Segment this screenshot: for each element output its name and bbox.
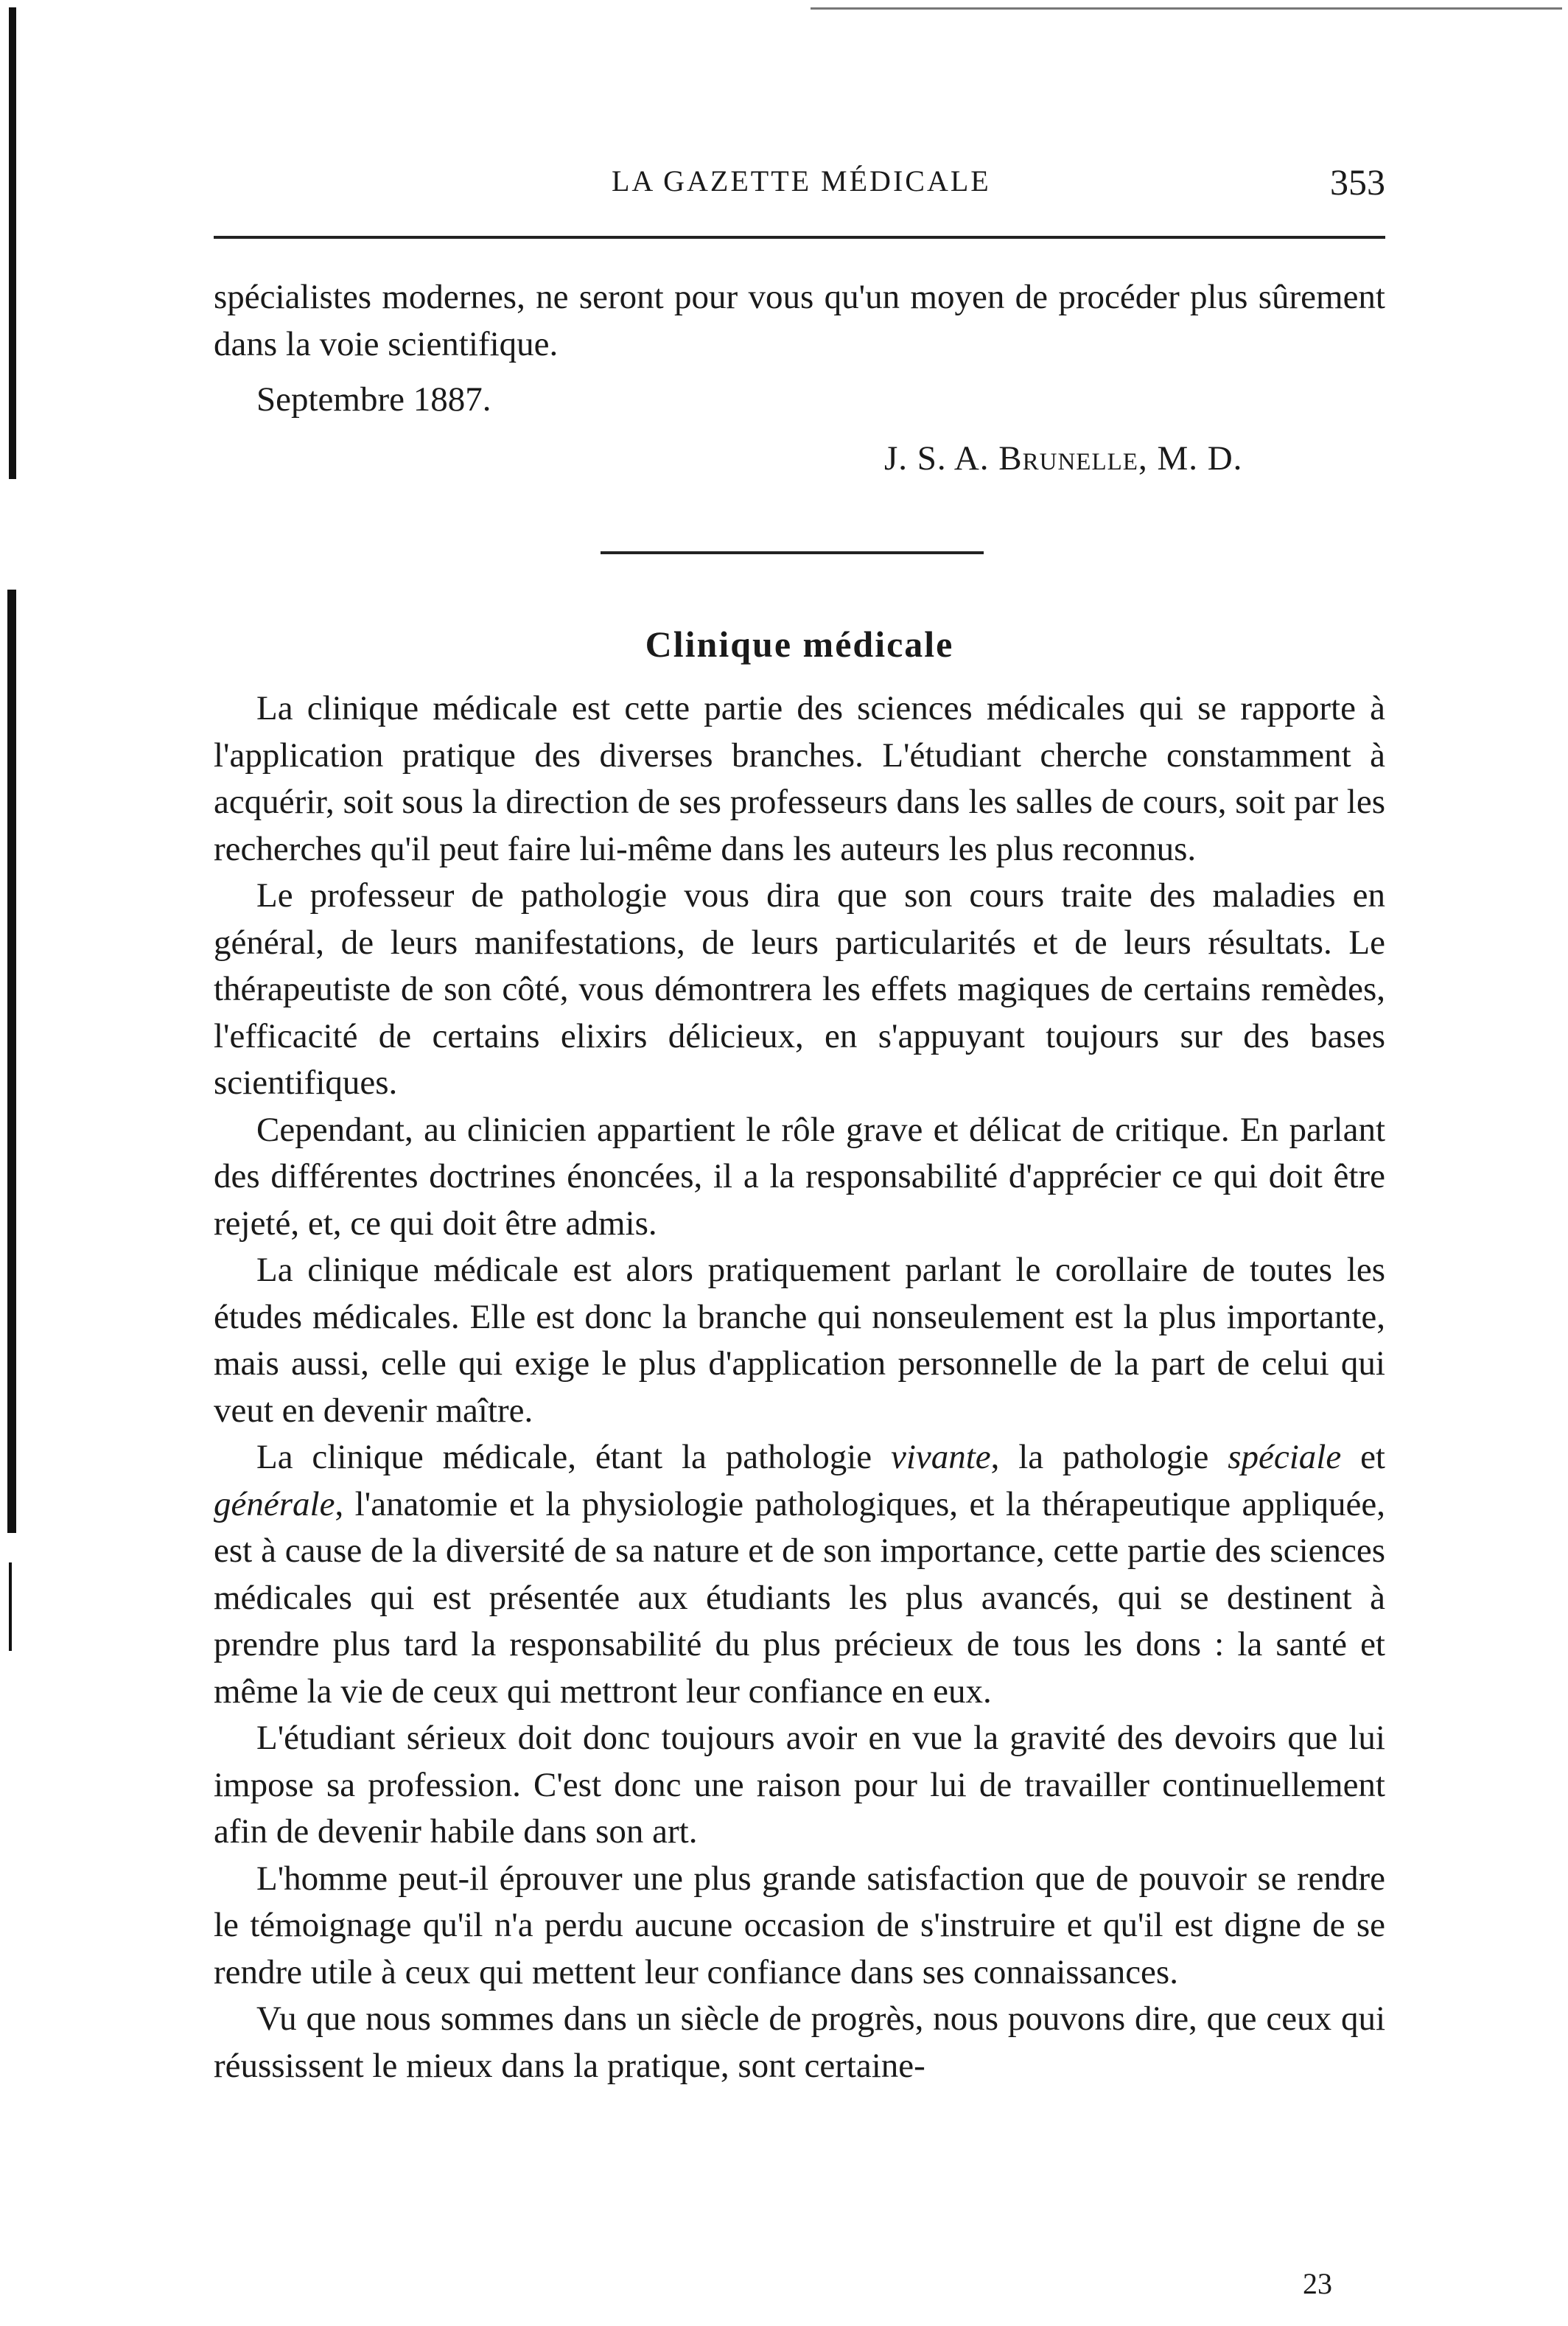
italic-term: vivante <box>890 1438 991 1476</box>
signature-mark: 23 <box>1303 2267 1332 2300</box>
intro-paragraph: spécialistes modernes, ne seront pour vous qu'un moyen de procéder plus sûrement dans la voie scientifique. <box>214 278 1385 363</box>
body-paragraph: L'étudiant sérieux doit donc toujours avoir en vue la gravité des devoirs que lui impose sa profession. C'est donc une raison pour lui de travailler continuellement afin de devenir habile dans son art. <box>214 1719 1385 1851</box>
signature-suffix: , M. D. <box>1138 439 1243 478</box>
binding-edge-mark <box>7 590 16 1533</box>
text-run: , la pathologie <box>990 1438 1228 1476</box>
intro-text <box>214 274 1385 368</box>
author-signature <box>884 439 1242 478</box>
date-line: Septembre 1887. <box>256 380 491 419</box>
body-paragraph: Cependant, au clinicien appartient le rôle grave et délicat de critique. En parlant des différentes doctrines énoncées, il a la responsabilité d'apprécier ce qui doit être rejeté, et, ce qui doit être admis. <box>214 1110 1385 1243</box>
section-body <box>214 685 1385 2089</box>
body-paragraph: Vu que nous sommes dans un siècle de progrès, nous pouvons dire, que ceux qui réussissent le mieux dans la pratique, sont certaine- <box>214 2000 1385 2085</box>
body-paragraph: La clinique médicale est alors pratiquement parlant le corollaire de toutes les études médicales. Elle est donc la branche qui nonseulement est la plus importante, mais aussi, celle qui exige le plus d'application personnelle de la part de celui qui veut en devenir maître. <box>214 1251 1385 1430</box>
section-title: Clinique médicale <box>645 624 954 665</box>
signature-name: Brunelle <box>998 439 1138 478</box>
scan-top-rule <box>811 7 1562 10</box>
text-run: , l'anatomie et la physiologie pathologiques, et la thérapeutique appliquée, est à cause de la diversité de sa nature et de son importance, cette partie des sciences médicales qui est présentée aux étudiants les plus avancés, qui se destinent à prendre plus tard la responsabilité du plus précieux de tous les dons : la santé et même la vie de ceux qui mettront leur confiance en eux. <box>214 1484 1385 1711</box>
signature-initials: J. S. A. <box>884 439 999 478</box>
italic-term: spéciale <box>1228 1438 1342 1476</box>
text-run: La clinique médicale, étant la pathologie <box>256 1438 891 1476</box>
body-paragraph: Le professeur de pathologie vous dira que son cours traite des maladies en général, de leurs manifestations, de leurs particularités et de leurs résultats. Le thérapeutiste de son côté, vous démontrera les effets magiques de certains remèdes, l'efficacité de certains elixirs délicieux, en s'appuyant toujours sur des bases scientifiques. <box>214 876 1385 1102</box>
page-number: 353 <box>1330 161 1385 203</box>
text-run: et <box>1341 1438 1385 1476</box>
body-paragraph: La clinique médicale est cette partie des sciences médicales qui se rapporte à l'application pratique des diverses branches. L'étudiant cherche constamment à acquérir, soit sous la direction de ses professeurs dans les salles de cours, soit par les recherches qu'il peut faire lui-même dans les auteurs les plus reconnus. <box>214 689 1385 868</box>
binding-edge-mark <box>9 1562 12 1651</box>
running-title: LA GAZETTE MÉDICALE <box>612 164 991 198</box>
running-head <box>214 161 1385 215</box>
body-paragraph <box>214 1434 1385 1715</box>
binding-edge-mark <box>9 7 16 479</box>
header-rule <box>214 236 1385 239</box>
body-paragraph: L'homme peut-il éprouver une plus grande satisfaction que de pouvoir se rendre le témoignage qu'il n'a perdu aucune occasion de s'instruire et qu'il est digne de se rendre utile à ceux qui mettent leur confiance dans ses connaissances. <box>214 1859 1385 1991</box>
section-divider <box>601 551 984 554</box>
italic-term: générale <box>214 1484 335 1523</box>
